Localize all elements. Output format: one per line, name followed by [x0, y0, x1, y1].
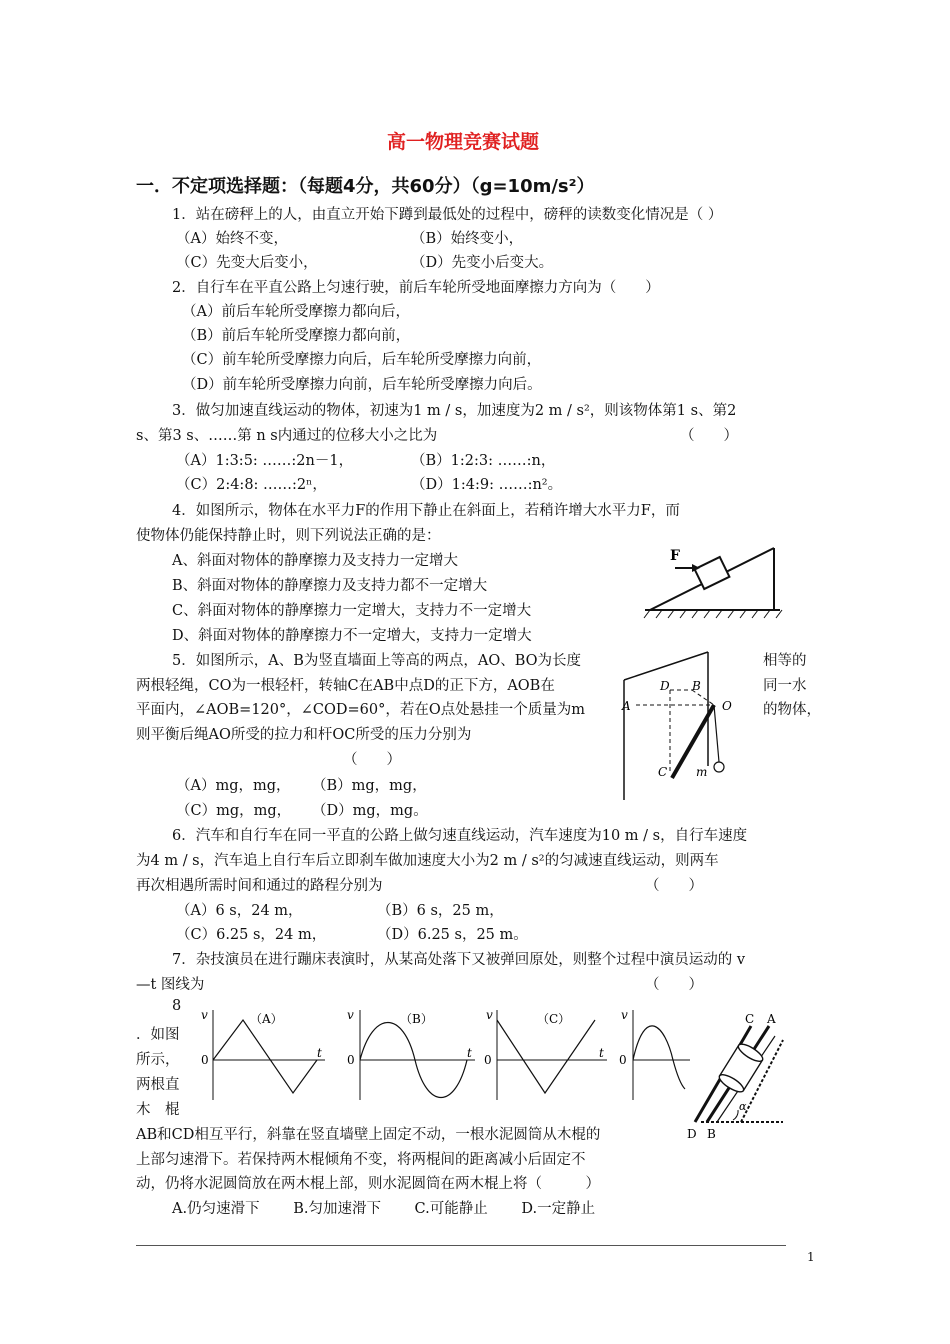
label-B: B [692, 679, 701, 693]
q6-option-a: （A）6 s，24 m， [176, 903, 303, 919]
q6-option-d: （D）6.25 s，25 m。 [377, 927, 528, 943]
vt-graphs [195, 1005, 695, 1105]
q7-line-1: 7．杂技演员在进行蹦床表演时，从某高处落下又被弹回原处，则整个过程中演员运动的 v [172, 952, 746, 968]
graph-d-zero: 0 [619, 1053, 627, 1067]
fig8-label-alpha: α [739, 1100, 747, 1113]
q3-stem-1: 3．做匀加速直线运动的物体，初速为1 m / s，加速度为2 m / s²，则该物体第1 s、第2 [172, 403, 737, 419]
q8-line-6: 上部匀速滑下。若保持两木棍倾角不变，将两棍间的距离减小后固定不 [136, 1152, 586, 1168]
fig8-label-B: B [707, 1127, 716, 1141]
graph-d-v: v [621, 1008, 628, 1022]
graph-b-label: （B） [400, 1012, 433, 1026]
graph-c-v: v [486, 1008, 493, 1022]
q3-stem-2: s、第3 s、……第 n s内通过的位移大小之比为 [136, 428, 438, 444]
graph-b [347, 1008, 475, 1100]
q6-paren: （ ） [645, 878, 703, 894]
graph-a-t: t [317, 1046, 322, 1060]
q4-option-b: B、斜面对物体的静摩擦力及支持力都不一定增大 [172, 578, 488, 594]
graph-b-v: v [347, 1008, 354, 1022]
force-label: F [670, 548, 680, 564]
q5-line-4: 则平衡后绳AO所受的拉力和杆OC所受的压力分别为 [136, 727, 472, 743]
page-title: 高一物理竞赛试题 [387, 131, 540, 153]
q7-line-2: —t 图线为 [136, 977, 205, 993]
q5-line-2: 两根轻绳，CO为一根轻杆，转轴C在AB中点D的正下方，AOB在 [136, 678, 555, 694]
q2-option-d: （D）前车轮所受摩擦力向前，后车轮所受摩擦力向后。 [182, 377, 542, 393]
q5-option-c: （C）mg，mg， [176, 803, 292, 819]
graph-c [484, 1008, 607, 1100]
q3-option-c: （C）2:4:8: ……:2ⁿ， [176, 477, 327, 493]
label-A: A [622, 699, 631, 713]
q8-line-3: 两根直 [136, 1077, 180, 1093]
q2-option-a: （A）前后车轮所受摩擦力都向后， [182, 304, 410, 320]
q3-option-d: （D）1:4:9: ……:n²。 [411, 477, 563, 493]
label-D: D [660, 679, 670, 693]
q6-line-2: 为4 m / s，汽车追上自行车后立即刹车做加速度大小为2 m / s²的匀减速直线运动，则两车 [136, 853, 719, 869]
q3-option-a: （A）1:3:5: ……:2n－1， [176, 453, 354, 469]
q8-options: A.仍匀速滑下 B.匀加速滑下 C.可能静止 D.一定静止 [172, 1201, 596, 1217]
q5-line-1-right: 相等的 [763, 653, 807, 669]
q1-option-b: （B）始终变小， [411, 231, 524, 247]
q8-line-4: 木 棍 [136, 1102, 180, 1118]
q6-option-c: （C）6.25 s，24 m， [176, 927, 327, 943]
q1-stem: 1．站在磅秤上的人，由直立开始下蹲到最低处的过程中，磅秤的读数变化情况是（ ） [172, 207, 723, 223]
q6-line-3: 再次相遇所需时间和通过的路程分别为 [136, 878, 383, 894]
q8-number: 8 [172, 998, 182, 1014]
label-C: C [658, 765, 668, 779]
label-O: O [722, 699, 732, 713]
page-number: 1 [807, 1250, 815, 1264]
section-heading: 一．不定项选择题：（每题4分，共60分）（g=10m/s²） [136, 176, 595, 197]
q5-line-2-right: 同一水 [763, 678, 807, 694]
graph-b-zero: 0 [347, 1053, 355, 1067]
q4-stem-1: 4．如图所示，物体在水平力F的作用下静止在斜面上，若稍许增大水平力F，而 [172, 503, 680, 519]
graph-a-zero: 0 [201, 1053, 209, 1067]
label-m: m [696, 765, 708, 779]
q3-paren: （ ） [680, 428, 738, 444]
q4-stem-2: 使物体仍能保持静止时，则下列说法正确的是： [136, 528, 441, 544]
graph-a-label: （A） [250, 1012, 283, 1026]
q8-line-7: 动，仍将水泥圆筒放在两木棍上部，则水泥圆筒在两木棍上将（ ） [136, 1176, 600, 1192]
q2-option-b: （B）前后车轮所受摩擦力都向前， [182, 328, 411, 344]
fig8-label-D: D [687, 1127, 697, 1141]
q2-stem: 2．自行车在平直公路上匀速行驶，前后车轮所受地面摩擦力方向为（ ） [172, 280, 660, 296]
q5-line-3-right: 的物体， [763, 702, 821, 718]
q4-option-d: D、斜面对物体的静摩擦力不一定增大，支持力一定增大 [172, 628, 532, 644]
q8-line-1: ．如图 [136, 1027, 180, 1043]
q5-line-1: 5．如图所示，A、B为竖直墙面上等高的两点，AO、BO为长度 [172, 653, 582, 669]
q1-option-d: （D）先变小后变大。 [411, 255, 554, 271]
q5-option-a: （A）mg，mg， [176, 778, 291, 794]
q8-line-2: 所示， [136, 1052, 180, 1068]
q4-option-c: C、斜面对物体的静摩擦力一定增大，支持力不一定增大 [172, 603, 532, 619]
rope-rod-figure [612, 648, 752, 803]
graph-b-t: t [467, 1046, 472, 1060]
graph-c-zero: 0 [484, 1053, 492, 1067]
graph-d [619, 1008, 690, 1100]
fig8-label-C: C [745, 1012, 755, 1026]
q5-line-3: 平面内，∠AOB=120°，∠COD=60°，若在O点处悬挂一个质量为m [136, 702, 585, 718]
sticks-cylinder-figure [683, 1010, 793, 1142]
graph-c-label: （C） [537, 1012, 571, 1026]
q7-paren: （ ） [645, 977, 703, 993]
q1-option-c: （C）先变大后变小， [176, 255, 318, 271]
incline-figure [640, 540, 790, 630]
q6-line-1: 6．汽车和自行车在同一平直的公路上做匀速直线运动，汽车速度为10 m / s，自行车速度 [172, 828, 748, 844]
fig8-label-A: A [767, 1012, 776, 1026]
q5-option-d: （D）mg，mg。 [312, 803, 428, 819]
graph-a-v: v [201, 1008, 208, 1022]
q3-option-b: （B）1:2:3: ……:n， [411, 453, 556, 469]
q8-line-5: AB和CD相互平行，斜靠在竖直墙壁上固定不动，一根水泥圆筒从木棍的 [136, 1127, 601, 1143]
q5-paren: （ ） [343, 752, 401, 768]
q4-option-a: A、斜面对物体的静摩擦力及支持力一定增大 [172, 553, 458, 569]
q6-option-b: （B）6 s，25 m， [377, 903, 504, 919]
graph-a [201, 1008, 325, 1100]
graph-c-t: t [599, 1046, 604, 1060]
q1-option-a: （A）始终不变， [176, 231, 288, 247]
footer-rule [136, 1245, 786, 1246]
q5-option-b: （B）mg，mg， [312, 778, 427, 794]
q2-option-c: （C）前车轮所受摩擦力向后，后车轮所受摩擦力向前， [182, 352, 542, 368]
